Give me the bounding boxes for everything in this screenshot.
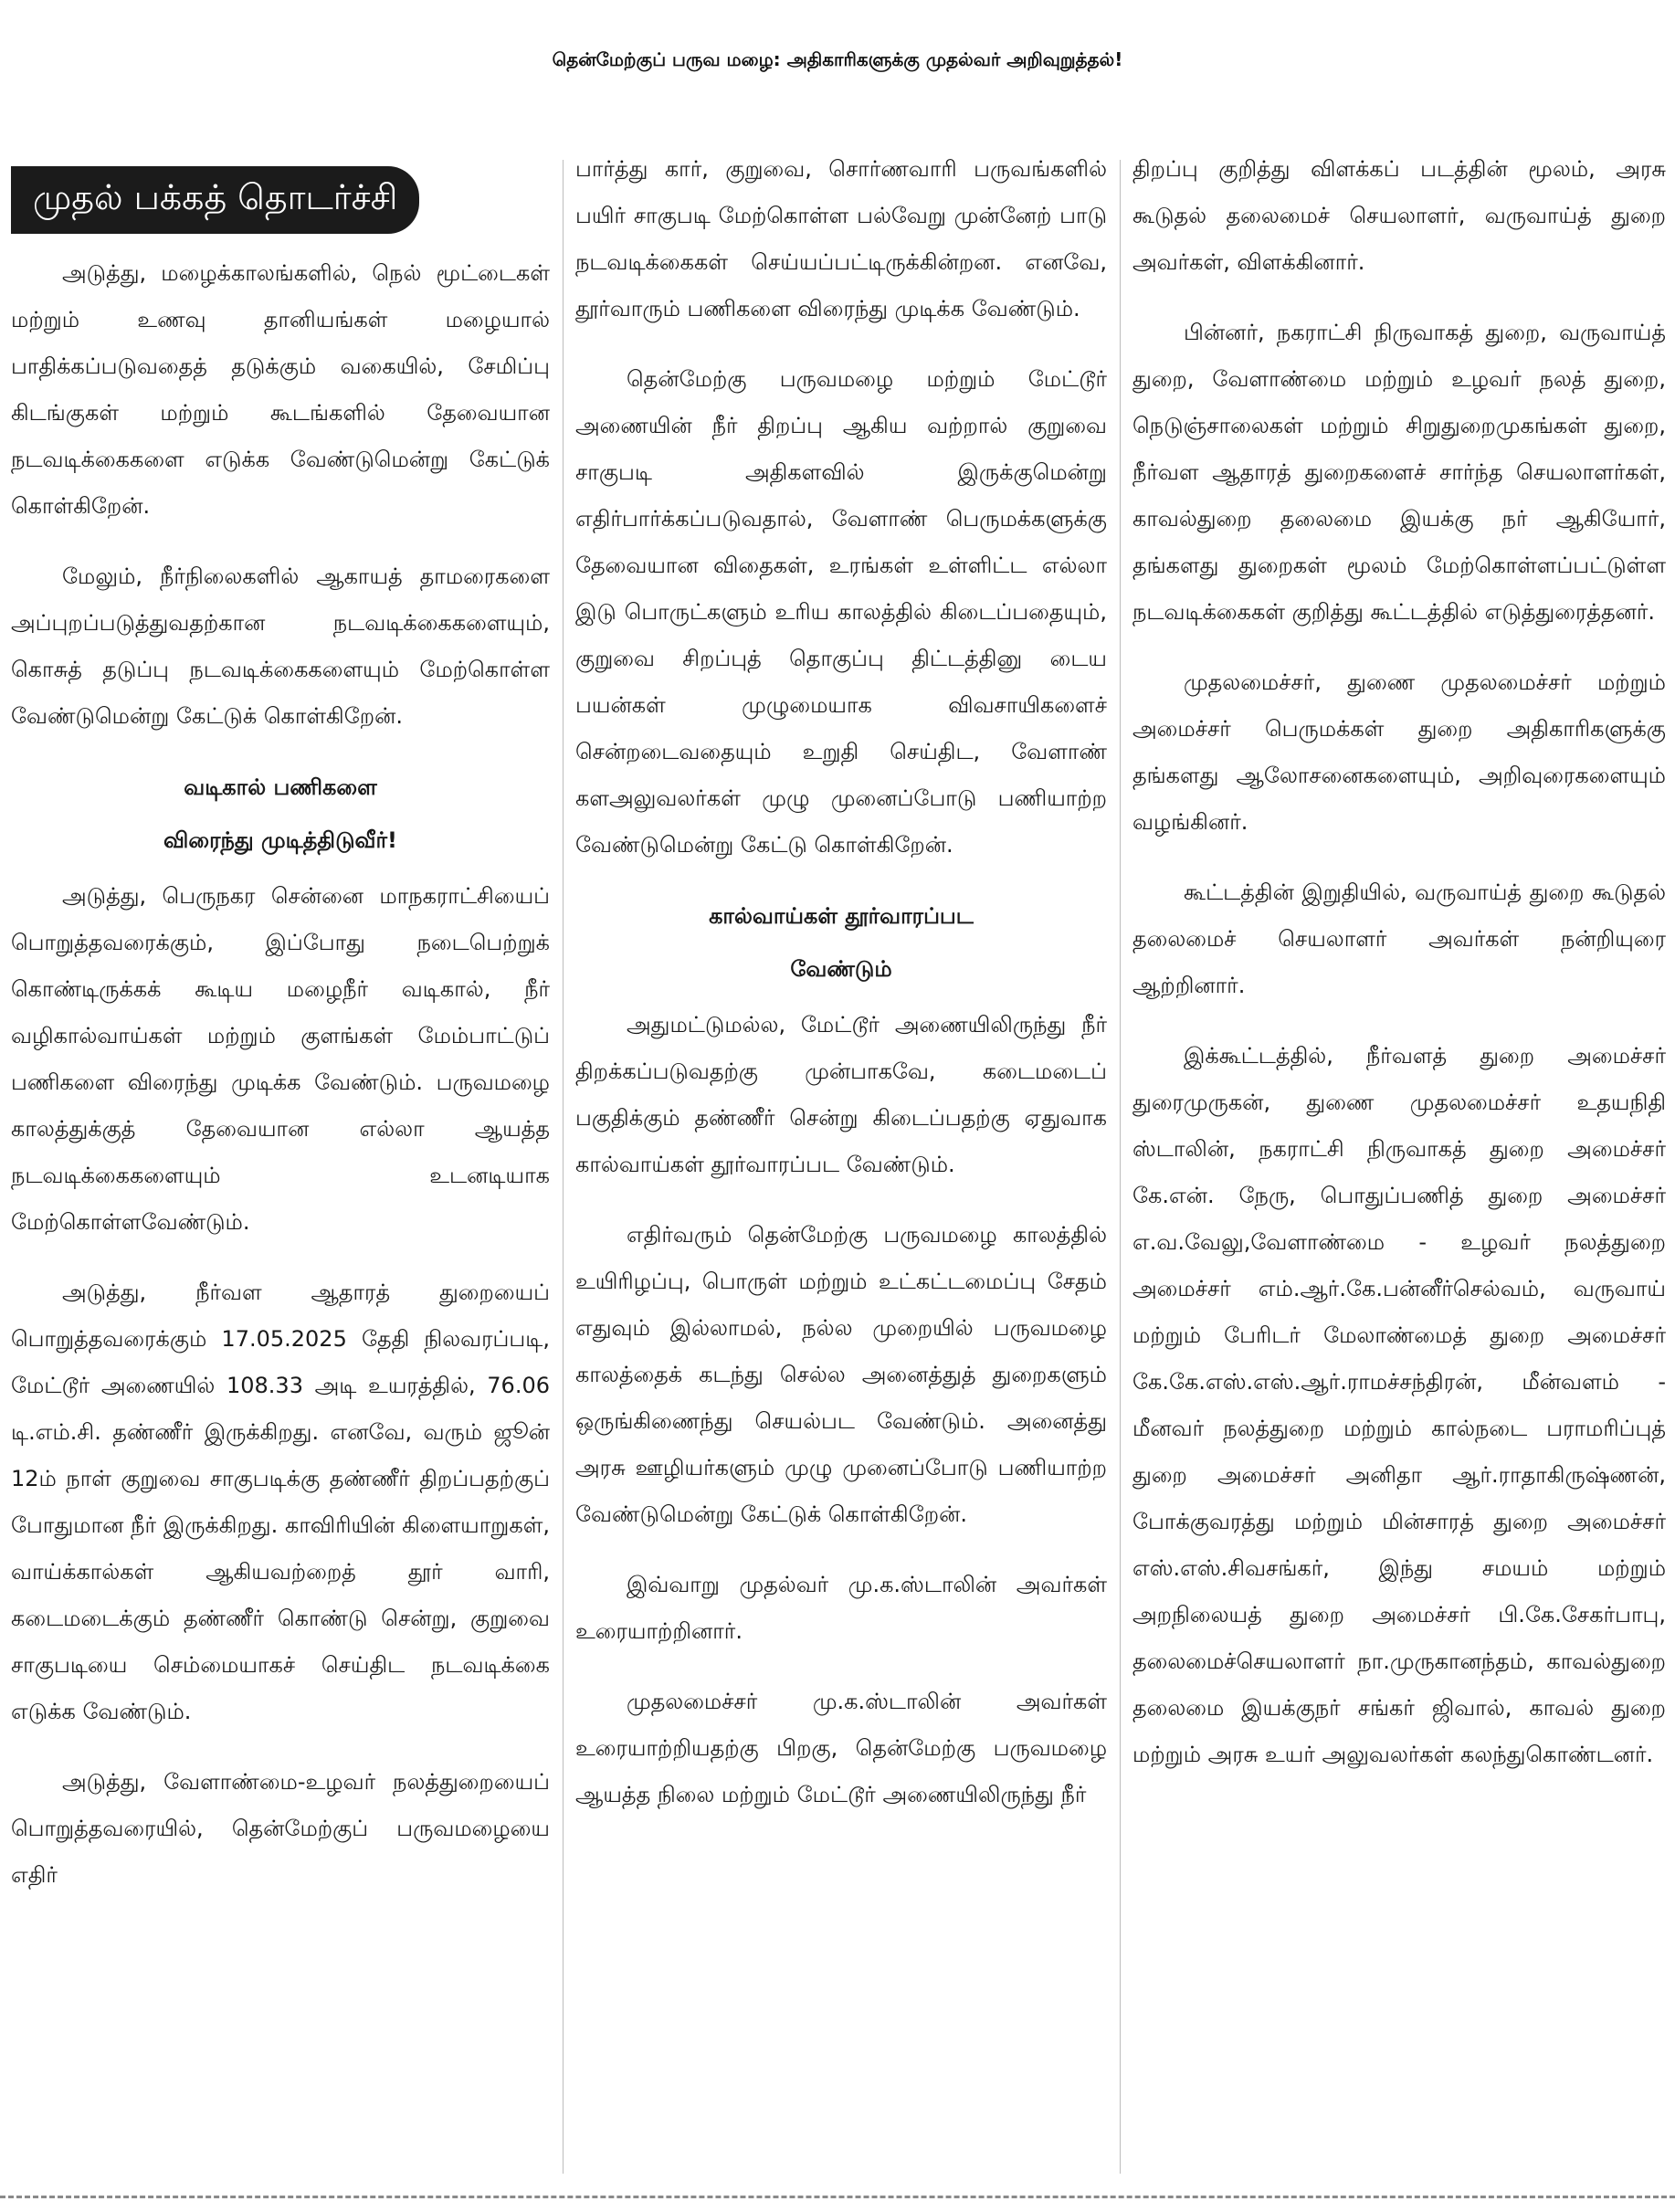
article-body [0,146,1675,2185]
subheading: வடிகால் பணிகளை [184,774,377,800]
bottom-dashed-rule [0,2196,1675,2198]
paragraph: அடுத்து, பெருநகர சென்னை மாநகராட்சியைப் பொறுத்தவரைக்கும், இப்போது நடைபெற்றுக் கொண்டிருக்கக் கூடிய மழைநீர் வடிகால், நீர் வழிகால்வாய்கள் மற்றும் குளங்கள் மேம்பாட்டுப் பணிகளை விரைந்து முடிக்க வேண்டும். பருவமழை காலத்துக்குத் தேவையான எல்லா ஆயத்த நடவடிக்கைகளையும் உடனடியாக மேற்கொள்ளவேண்டும். [11,883,550,1235]
paragraph: இவ்வாறு முதல்வர் மு.க.ஸ்டாலின் அவர்கள் உரையாற்றினார். [575,1572,1107,1644]
paragraph: அடுத்து, வேளாண்மை-உழவர் நலத்துறையைப் பொறுத்தவரையில், தென்மேற்குப் பருவமழையை எதிர் [11,1769,550,1888]
paragraph: மேலும், நீர்நிலைகளில் ஆகாயத் தாமரைகளை அப்புறப்படுத்துவதற்கான நடவடிக்கைகளையும், கொசுத் தடுப்பு நடவடிக்கைகளையும் மேற்கொள்ள வேண்டுமென்று கேட்டுக் கொள்கிறேன். [11,564,550,729]
subheading: வேண்டும் [790,956,892,982]
paragraph: அடுத்து, மழைக்காலங்களில், நெல் மூட்டைகள் மற்றும் உணவு தானியங்கள் மழையால் பாதிக்கப்படுவதைத் தடுக்கும் வகையில், சேமிப்பு கிடங்குகள் மற்றும் கூடங்களில் தேவையான நடவடிக்கைகளை எடுக்க வேண்டுமென்று கேட்டுக் கொள்கிறேன். [11,260,550,519]
paragraph: தென்மேற்கு பருவமழை மற்றும் மேட்டூர் அணையின் நீர் திறப்பு ஆகிய வற்றால் குறுவை சாகுபடி அதிகளவில் இருக்குமென்று எதிர்பார்க்கப்படுவதால், வேளாண் பெருமக்களுக்கு தேவையான விதைகள், உரங்கள் உள்ளிட்ட எல்லா இடு பொருட்களும் உரிய காலத்தில் கிடைப்பதையும், குறுவை சிறப்புத் தொகுப்பு திட்டத்தினு டைய பயன்கள் முழுமையாக விவசாயிகளைச் சென்றடைவதையும் உறுதி செய்திட, வேளாண் களஅலுவலர்கள் முழு முனைப்போடு பணியாற்ற வேண்டுமென்று கேட்டு கொள்கிறேன். [575,366,1107,858]
paragraph: அடுத்து, நீர்வள ஆதாரத் துறையைப் பொறுத்தவரைக்கும் 17.05.2025 தேதி நிலவரப்படி, மேட்டூர் அணையில் 108.33 அடி உயரத்தில், 76.06 டி.எம்.சி. தண்ணீர் இருக்கிறது. எனவே, வரும் ஜூன் 12ம் நாள் குறுவை சாகுபடிக்கு தண்ணீர் திறப்பதற்குப் போதுமான நீர் இருக்கிறது. காவிரியின் கிளையாறுகள், வாய்க்கால்கள் ஆகியவற்றைத் தூர் வாரி, கடைமடைக்கும் தண்ணீர் கொண்டு சென்று, குறுவை சாகுபடியை செம்மையாகச் செய்திட நடவடிக்கை எடுக்க வேண்டும். [11,1280,550,1724]
headline: தென்மேற்குப் பருவ மழை: அதிகாரிகளுக்கு முதல்வர் அறிவுறுத்தல்! [552,47,1123,70]
paragraph: இக்கூட்டத்தில், நீர்வளத் துறை அமைச்சர் துரைமுருகன், துணை முதலமைச்சர் உதயநிதி ஸ்டாலின், நகராட்சி நிருவாகத் துறை அமைச்சர் கே.என். நேரு, பொதுப்பணித் துறை அமைச்சர் எ.வ.வேலு,வேளாண்மை - உழவர் நலத்துறை அமைச்சர் எம்.ஆர்.கே.பன்னீர்செல்வம், வருவாய் மற்றும் பேரிடர் மேலாண்மைத் துறை அமைச்சர் கே.கே.எஸ்.எஸ்.ஆர்.ராமச்சந்திரன், மீன்வளம் - மீனவர் நலத்துறை மற்றும் கால்நடை பராமரிப்புத் துறை அமைச்சர் அனிதா ஆர்.ராதாகிருஷ்ணன், போக்குவரத்து மற்றும் மின்சாரத் துறை அமைச்சர் எஸ்.எஸ்.சிவசங்கர், இந்து சமயம் மற்றும் அறநிலையத் துறை அமைச்சர் பி.கே.சேகர்பாபு, தலைமைச்செயலாளர் நா.முருகானந்தம், காவல்துறை தலைமை இயக்குநர் சங்கர் ஜிவால், காவல் துறை மற்றும் அரசு உயர் அலுவலர்கள் கலந்துகொண்டனர். [1132,1043,1666,1767]
continuation-kicker: முதல் பக்கத் தொடர்ச்சி [11,166,419,234]
subheading: விரைந்து முடித்திடுவீர்! [163,827,397,853]
paragraph: எதிர்வரும் தென்மேற்கு பருவமழை காலத்தில் உயிரிழப்பு, பொருள் மற்றும் உட்கட்டமைப்பு சேதம் எதுவும் இல்லாமல், நல்ல முறையில் பருவமழை காலத்தைக் கடந்து செல்ல அனைத்துத் துறைகளும் ஒருங்கிணைந்து செயல்பட வேண்டும். அனைத்து அரசு ஊழியர்களும் முழு முனைப்போடு பணியாற்ற வேண்டுமென்று கேட்டுக் கொள்கிறேன். [575,1222,1107,1527]
paragraph: முதலமைச்சர், துணை முதலமைச்சர் மற்றும் அமைச்சர் பெருமக்கள் துறை அதிகாரிகளுக்கு தங்களது ஆலோசனைகளையும், அறிவுரைகளையும் வழங்கினர். [1132,669,1666,835]
column-3 [1132,146,1666,2185]
paragraph: பார்த்து கார், குறுவை, சொர்ணவாரி பருவங்களில் பயிர் சாகுபடி மேற்கொள்ள பல்வேறு முன்னேற் பாடு நடவடிக்கைகள் செய்யப்பட்டிருக்கின்றன. எனவே, தூர்வாரும் பணிகளை விரைந்து முடிக்க வேண்டும். [575,156,1107,321]
paragraph: திறப்பு குறித்து விளக்கப் படத்தின் மூலம், அரசு கூடுதல் தலைமைச் செயலாளர், வருவாய்த் துறை அவர்கள், விளக்கினார். [1132,156,1666,275]
subheading: கால்வாய்கள் தூர்வாரப்பட [709,903,974,929]
column-1 [11,146,550,2185]
paragraph: முதலமைச்சர் மு.க.ஸ்டாலின் அவர்கள் உரையாற்றியதற்கு பிறகு, தென்மேற்கு பருவமழை ஆயத்த நிலை மற்றும் மேட்டூர் அணையிலிருந்து நீர் [575,1689,1107,1807]
paragraph: கூட்டத்தின் இறுதியில், வருவாய்த் துறை கூடுதல் தலைமைச் செயலாளர் அவர்கள் நன்றியுரை ஆற்றினார். [1132,880,1666,998]
column-2 [575,146,1107,2185]
paragraph: அதுமட்டுமல்ல, மேட்டூர் அணையிலிருந்து நீர் திறக்கப்படுவதற்கு முன்பாகவே, கடைமடைப் பகுதிக்கும் தண்ணீர் சென்று கிடைப்பதற்கு ஏதுவாக கால்வாய்கள் தூர்வாரப்பட வேண்டும். [575,1012,1107,1177]
paragraph: பின்னர், நகராட்சி நிருவாகத் துறை, வருவாய்த் துறை, வேளாண்மை மற்றும் உழவர் நலத் துறை, நெடுஞ்சாலைகள் மற்றும் சிறுதுறைமுகங்கள் துறை, நீர்வள ஆதாரத் துறைகளைச் சார்ந்த செயலாளர்கள், காவல்துறை தலைமை இயக்கு நர் ஆகியோர், தங்களது துறைகள் மூலம் மேற்கொள்ளப்பட்டுள்ள நடவடிக்கைகள் குறித்து கூட்டத்தில் எடுத்துரைத்தனர். [1132,320,1666,625]
